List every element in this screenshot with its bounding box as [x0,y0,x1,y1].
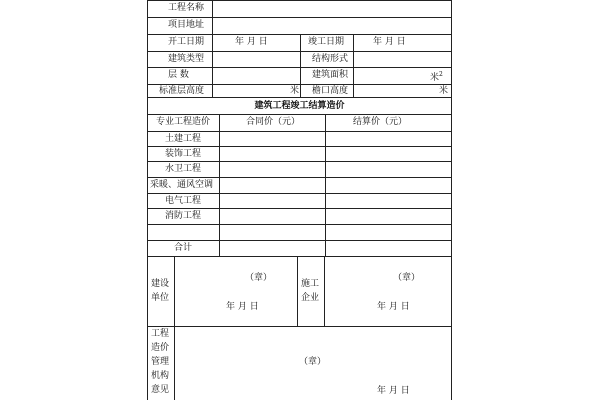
start-date-value[interactable]: 年 月 日 [235,37,268,47]
rule [147,240,452,241]
agency-label-line5: 意见 [151,385,170,395]
rule [174,256,175,400]
rule [147,193,452,194]
building-area-label: 建筑面积 [312,70,349,80]
eaves-height-unit: 米 [439,86,449,96]
rule [147,161,452,162]
agency-seal: （章） [299,357,327,367]
rule [147,326,452,327]
border-left [147,0,148,400]
col-category-header: 专业工程造价 [155,117,210,127]
row-civil-works: 土建工程 [165,134,202,144]
builder-date[interactable]: 年 月 日 [226,302,259,312]
rule [297,256,298,326]
rule [147,146,452,147]
floors-label: 层 数 [168,70,189,80]
contractor-label-line2: 企业 [301,293,320,303]
rule [147,256,452,257]
floor-height-unit: 米 [290,86,300,96]
section-title: 建筑工程竣工结算造价 [254,101,345,111]
rule [147,177,452,178]
rule [324,256,325,326]
rule [212,0,213,97]
border-right [451,0,452,400]
agency-label-line1: 工程 [151,329,170,339]
rule [300,34,301,97]
builder-label-line2: 单位 [151,293,170,303]
rule [147,224,452,225]
building-type-label: 建筑类型 [168,54,205,64]
rule [325,114,326,256]
completion-date-label: 竣工日期 [308,37,345,47]
start-date-label: 开工日期 [168,37,205,47]
area-unit: 米$^2$ [430,71,443,83]
eaves-height-label: 檐口高度 [312,86,349,96]
row-decoration-works: 装饰工程 [165,149,202,159]
col-contract-header: 合同价（元） [246,117,301,127]
row-hvac-works: 采暖、通风空调 [150,180,214,190]
rule [147,208,452,209]
contractor-label-line1: 施工 [301,279,320,289]
completion-date-value[interactable]: 年 月 日 [373,37,406,47]
project-address-label: 项目地址 [168,20,205,30]
rule [353,34,354,97]
row-fire-works: 消防工程 [165,211,202,221]
builder-label-line1: 建设 [151,279,170,289]
rule [147,97,452,98]
contractor-seal: （章） [393,273,421,283]
rule [147,17,452,18]
col-settlement-header: 结算价（元） [353,117,408,127]
structure-label: 结构形式 [312,54,349,64]
agency-label-line3: 管理 [151,357,170,367]
settlement-form [147,0,452,400]
project-name-label: 工程名称 [168,3,205,13]
rule [147,114,452,115]
rule [219,114,220,256]
rule [147,131,452,132]
agency-label-line4: 机构 [151,371,170,381]
agency-date[interactable]: 年 月 日 [377,386,410,396]
rule [147,0,452,1]
row-plumbing-works: 水卫工程 [165,164,202,174]
total-label: 合计 [174,243,193,253]
agency-label-line2: 造价 [151,343,170,353]
row-electrical-works: 电气工程 [165,196,202,206]
builder-seal: （章） [245,273,273,283]
contractor-date[interactable]: 年 月 日 [377,302,410,312]
floor-height-label: 标准层高度 [159,86,205,96]
